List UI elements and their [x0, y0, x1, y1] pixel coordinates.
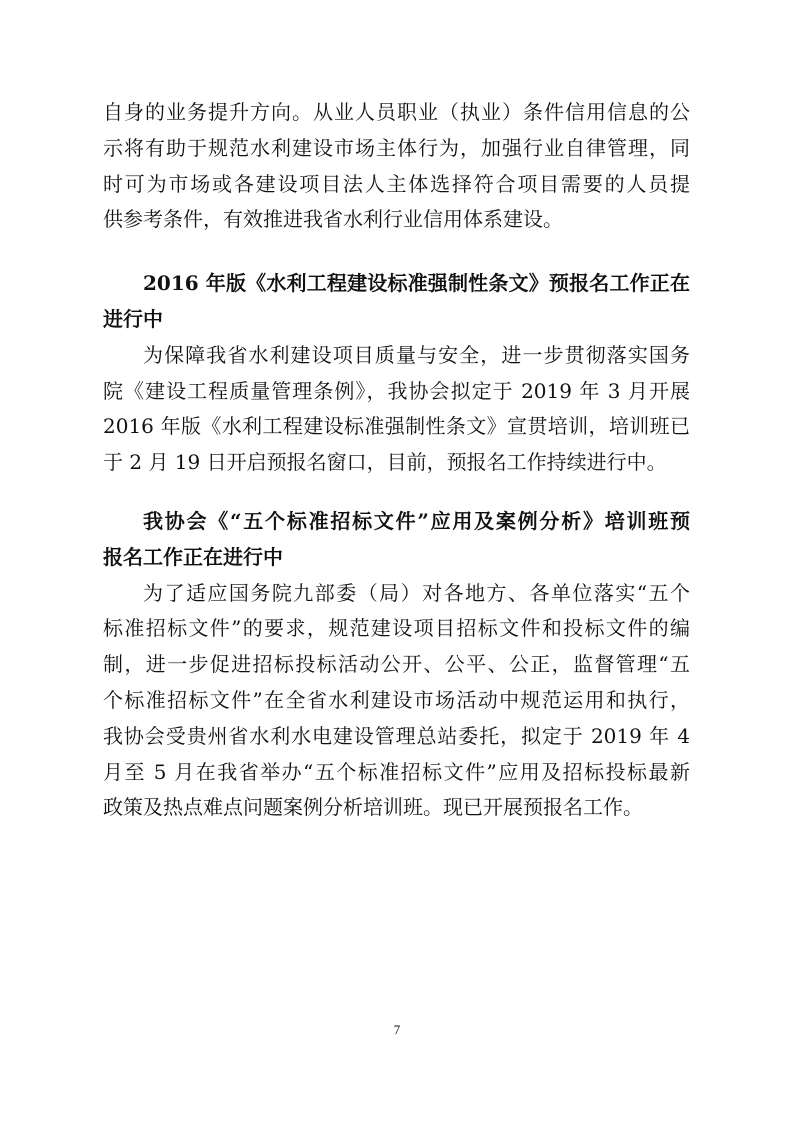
- text-line: 为了适应国务院九部委（局）对各地方、各单位落实“五个: [143, 580, 690, 605]
- text-line: 院《建设工程质量管理条例》，我协会拟定于 2019 年 3 月开展: [103, 378, 690, 403]
- text-line: 为保障我省水利建设项目质量与安全，进一步贯彻落实国务: [143, 342, 690, 367]
- page-number: 7: [393, 1022, 401, 1037]
- text-line: 制，进一步促进招标投标活动公开、公平、公正，监督管理“五: [103, 652, 690, 677]
- paragraph-bidding-training: [103, 576, 690, 827]
- heading-line: 我协会《“五个标准招标文件”应用及案例分析》培训班预: [143, 508, 690, 533]
- text-line: 示将有助于规范水利建设市场主体行为，加强行业自律管理，同: [103, 135, 690, 160]
- text-line: 自身的业务提升方向。从业人员职业（执业）条件信用信息的公: [103, 100, 690, 124]
- text-line: 政策及热点难点问题案例分析培训班。现已开展预报名工作。: [103, 795, 643, 820]
- text-line: 供参考条件，有效推进我省水利行业信用体系建设。: [103, 207, 563, 232]
- text-line: 标准招标文件”的要求，规范建设项目招标文件和投标文件的编: [103, 616, 690, 641]
- text-line: 于 2 月 19 日开启预报名窗口，目前，预报名工作持续进行中。: [103, 450, 667, 475]
- heading-line: 2016 年版《水利工程建设标准强制性条文》预报名工作正在: [143, 271, 690, 296]
- text-line: 我协会受贵州省水利水电建设管理总站委托，拟定于 2019 年 4: [103, 723, 690, 748]
- text-line: 时可为市场或各建设项目法人主体选择符合项目需要的人员提: [103, 171, 690, 196]
- document-page: [103, 95, 690, 826]
- paragraph-standards-training: [103, 338, 690, 481]
- section-heading-bidding-training: [103, 504, 690, 576]
- paragraph-credit-info: [103, 95, 690, 238]
- section-heading-standards-training: [103, 266, 690, 338]
- text-line: 月至 5 月在我省举办“五个标准招标文件”应用及招标投标最新: [103, 759, 690, 784]
- text-line: 个标准招标文件”在全省水利建设市场活动中规范运用和执行，: [103, 687, 690, 712]
- heading-line: 进行中: [103, 306, 163, 331]
- text-line: 2016 年版《水利工程建设标准强制性条文》宣贯培训，培训班已: [103, 414, 690, 439]
- heading-line: 报名工作正在进行中: [103, 544, 283, 569]
